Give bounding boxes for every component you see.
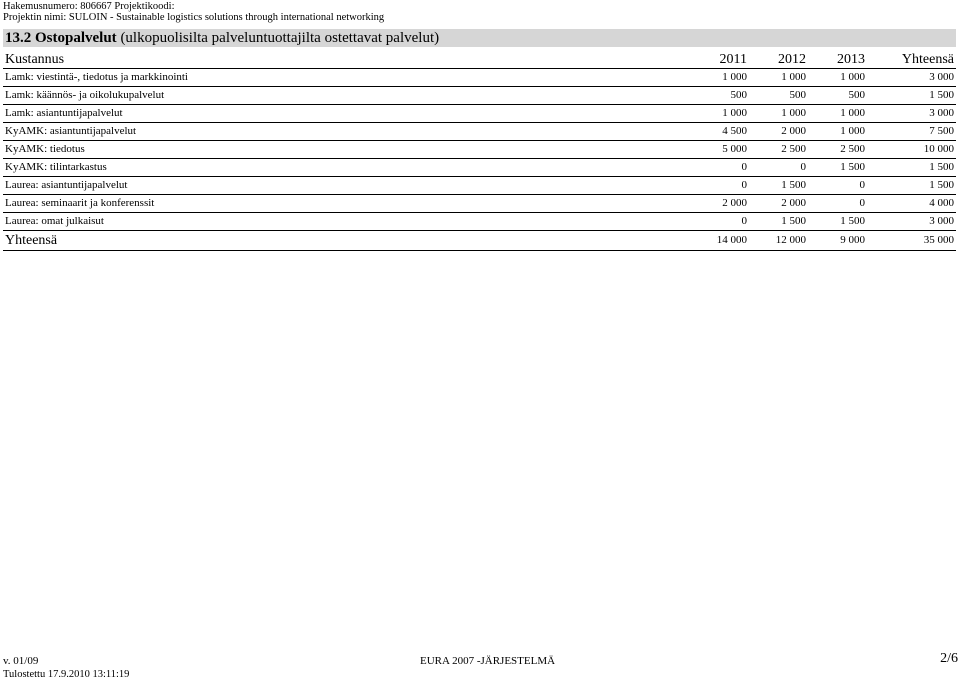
cell-2012: 1 000	[749, 69, 808, 87]
cell-total: 1 500	[867, 159, 956, 177]
table-row	[3, 123, 956, 141]
purchased-services-table	[3, 51, 956, 251]
cell-2012: 0	[749, 159, 808, 177]
total-grand: 35 000	[867, 231, 956, 251]
cell-2012: 2 500	[749, 141, 808, 159]
cell-2011: 0	[689, 213, 749, 231]
cell-2011: 1 000	[689, 105, 749, 123]
cell-2011: 0	[689, 177, 749, 195]
cell-2013: 500	[808, 87, 867, 105]
row-label: Lamk: viestintä-, tiedotus ja markkinointi	[3, 69, 689, 87]
row-label: KyAMK: tilintarkastus	[3, 159, 689, 177]
footer-version: v. 01/09	[3, 655, 39, 667]
cell-2013: 1 000	[808, 123, 867, 141]
cell-2012: 1 500	[749, 177, 808, 195]
cell-2011: 0	[689, 159, 749, 177]
total-label: Yhteensä	[3, 231, 689, 251]
cell-total: 1 500	[867, 177, 956, 195]
cell-2013: 0	[808, 177, 867, 195]
row-label: KyAMK: asiantuntijapalvelut	[3, 123, 689, 141]
table-row	[3, 87, 956, 105]
cell-2012: 1 500	[749, 213, 808, 231]
cell-2013: 1 500	[808, 159, 867, 177]
column-header-total: Yhteensä	[867, 51, 956, 69]
cell-total: 3 000	[867, 69, 956, 87]
cell-2011: 1 000	[689, 69, 749, 87]
cell-2012: 2 000	[749, 195, 808, 213]
total-2012: 12 000	[749, 231, 808, 251]
table-header-row	[3, 51, 956, 69]
cell-2012: 2 000	[749, 123, 808, 141]
project-name-line: Projektin nimi: SULOIN - Sustainable logistics solutions through international networking	[3, 12, 385, 23]
cell-2012: 1 000	[749, 105, 808, 123]
cell-2013: 2 500	[808, 141, 867, 159]
table-total-row	[3, 231, 956, 251]
table-row	[3, 141, 956, 159]
cell-2013: 1 000	[808, 69, 867, 87]
cell-2011: 4 500	[689, 123, 749, 141]
cell-2013: 1 500	[808, 213, 867, 231]
cell-2011: 500	[689, 87, 749, 105]
table-row	[3, 213, 956, 231]
row-label: Lamk: asiantuntijapalvelut	[3, 105, 689, 123]
section-title: 13.2 Ostopalvelut	[5, 30, 117, 46]
column-header-2013: 2013	[808, 51, 867, 69]
cell-2013: 0	[808, 195, 867, 213]
table-row	[3, 159, 956, 177]
section-subtitle: (ulkopuolisilta palveluntuottajilta ostettavat palvelut)	[116, 30, 440, 46]
table-row	[3, 105, 956, 123]
row-label: Laurea: seminaarit ja konferenssit	[3, 195, 689, 213]
cell-2011: 5 000	[689, 141, 749, 159]
cell-total: 3 000	[867, 213, 956, 231]
row-label: Laurea: omat julkaisut	[3, 213, 689, 231]
row-label: Lamk: käännös- ja oikolukupalvelut	[3, 87, 689, 105]
column-header-2011: 2011	[689, 51, 749, 69]
cell-2012: 500	[749, 87, 808, 105]
cell-total: 4 000	[867, 195, 956, 213]
cell-2011: 2 000	[689, 195, 749, 213]
section-heading	[3, 29, 956, 47]
table-row	[3, 195, 956, 213]
table-row	[3, 69, 956, 87]
row-label: KyAMK: tiedotus	[3, 141, 689, 159]
table-row	[3, 177, 956, 195]
printed-timestamp: Tulostettu 17.9.2010 13:11:19	[3, 669, 130, 680]
column-header-cost: Kustannus	[3, 51, 689, 69]
application-number-line: Hakemusnumero: 806667 Projektikoodi:	[3, 1, 175, 12]
total-2011: 14 000	[689, 231, 749, 251]
total-2013: 9 000	[808, 231, 867, 251]
footer-system-name: EURA 2007 -JÄRJESTELMÄ	[420, 655, 556, 667]
page-number: 2/6	[940, 651, 958, 666]
cell-total: 10 000	[867, 141, 956, 159]
cell-total: 3 000	[867, 105, 956, 123]
cell-2013: 1 000	[808, 105, 867, 123]
column-header-2012: 2012	[749, 51, 808, 69]
cell-total: 7 500	[867, 123, 956, 141]
cell-total: 1 500	[867, 87, 956, 105]
row-label: Laurea: asiantuntijapalvelut	[3, 177, 689, 195]
